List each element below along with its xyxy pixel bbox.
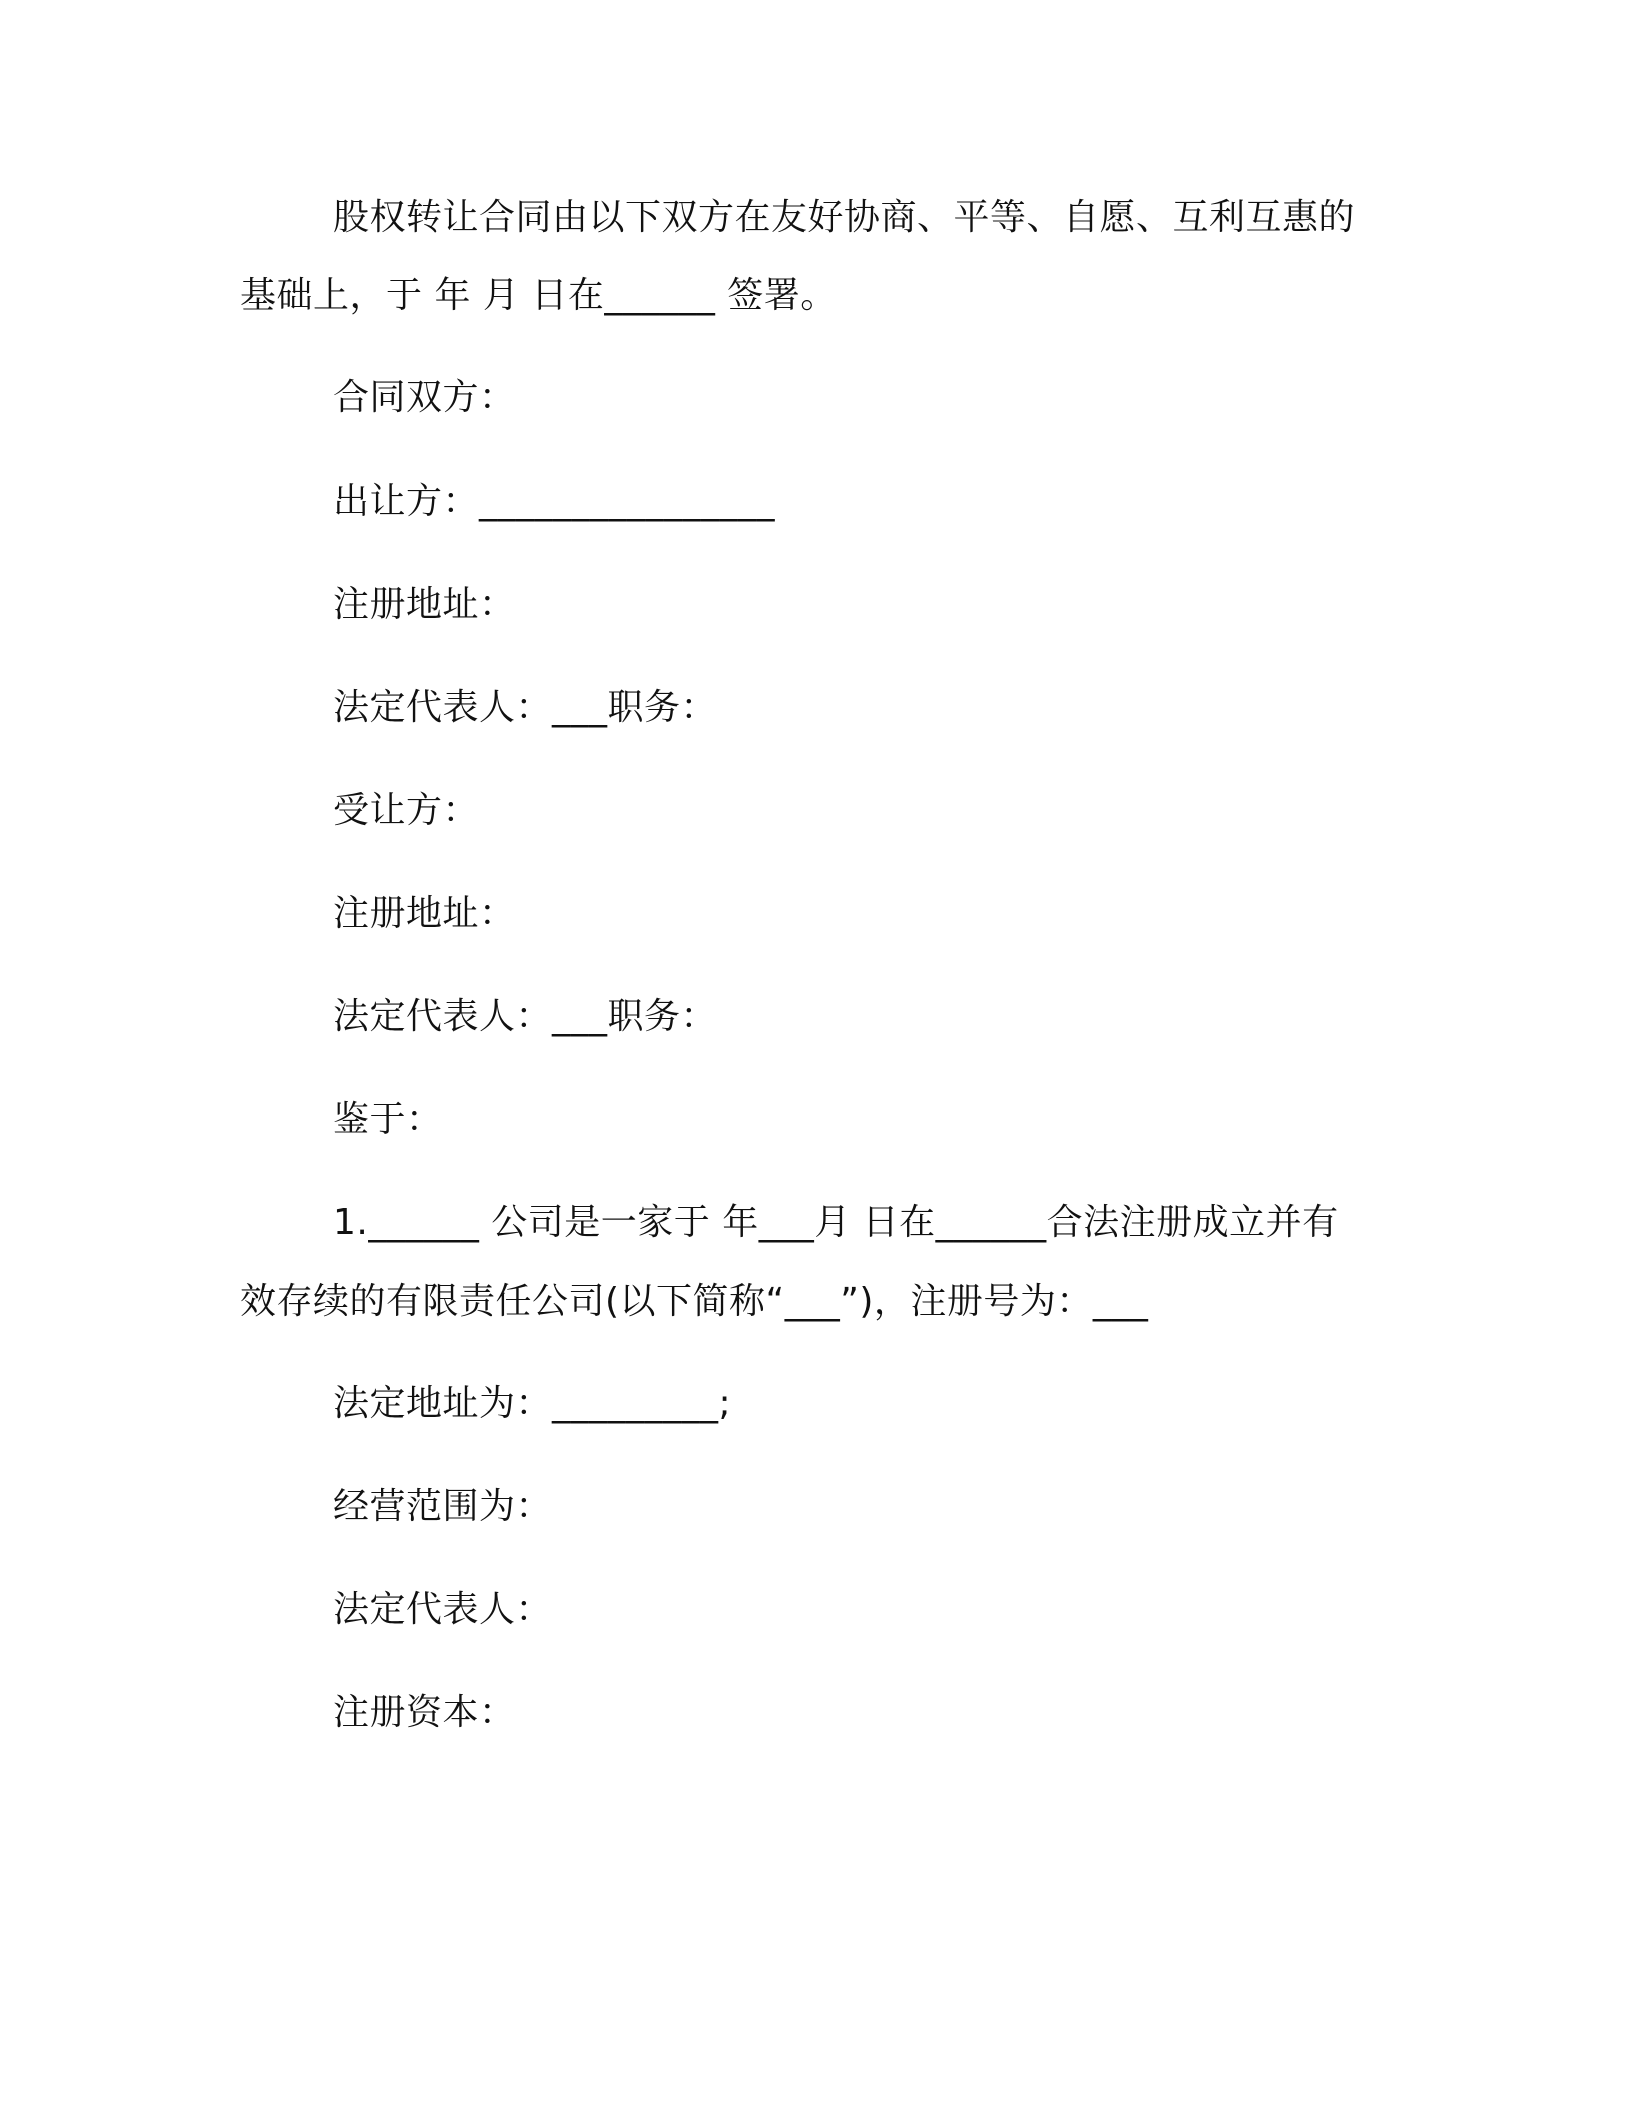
transferee-address-line: 注册地址：: [333, 893, 516, 934]
whereas-heading: 鉴于：: [333, 1099, 443, 1140]
transferor-address-line: 注册地址：: [333, 584, 516, 625]
parties-heading: 合同双方：: [333, 377, 516, 418]
transferee-line: 受让方：: [333, 790, 480, 831]
legal-address-line: 法定地址为：_________;: [333, 1383, 732, 1424]
transferor-line: 出让方：________________: [333, 481, 776, 522]
clause-1-line-2: 效存续的有限责任公司(以下简称“___”)，注册号为：___: [240, 1281, 1149, 1322]
clause-1-line-1: 1.______ 公司是一家于 年___月 日在______合法注册成立并有: [333, 1202, 1339, 1243]
business-scope-line: 经营范围为：: [333, 1486, 553, 1527]
intro-paragraph-line-2: 基础上，于 年 月 日在______ 签署。: [240, 275, 837, 316]
registered-capital-line: 注册资本：: [333, 1692, 516, 1733]
intro-paragraph-line-1: 股权转让合同由以下双方在友好协商、平等、自愿、互利互惠的: [333, 197, 1356, 238]
transferee-representative-line: 法定代表人：___职务：: [333, 996, 718, 1037]
transferor-representative-line: 法定代表人：___职务：: [333, 687, 718, 728]
legal-representative-line: 法定代表人：: [333, 1589, 553, 1630]
